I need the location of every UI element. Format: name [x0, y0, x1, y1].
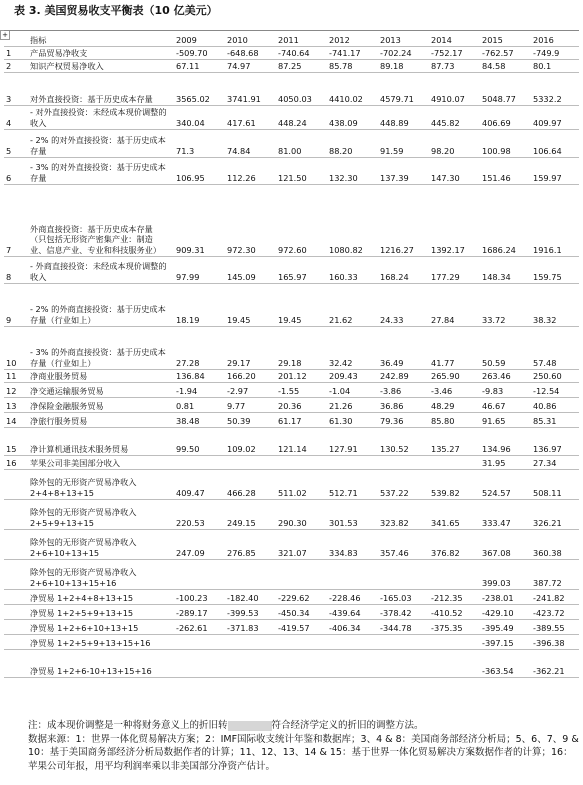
row-value: 4910.07 [427, 73, 478, 106]
row-indicator: 净贸易 1+2+5+9+13+15+16 [28, 635, 172, 650]
row-value: 137.39 [376, 158, 427, 185]
row-value: -1.55 [274, 383, 325, 398]
row-index [4, 605, 28, 620]
note-line [28, 719, 580, 733]
row-value: -1.04 [325, 383, 376, 398]
row-value: 290.30 [274, 500, 325, 530]
table-row [4, 470, 579, 500]
row-value: 29.17 [223, 327, 274, 370]
table-row [4, 73, 579, 106]
row-indicator: 净贸易 1+2+5+9+13+15 [28, 605, 172, 620]
row-value: 340.04 [172, 106, 223, 130]
row-value: 85.78 [325, 60, 376, 73]
row-value: 409.47 [172, 470, 223, 500]
row-value [325, 635, 376, 650]
row-value: -182.40 [223, 590, 274, 605]
row-value: 87.73 [427, 60, 478, 73]
table-row [4, 500, 579, 530]
row-value: 247.09 [172, 530, 223, 560]
row-value: 89.18 [376, 60, 427, 73]
row-value [325, 560, 376, 590]
row-value: 121.14 [274, 428, 325, 456]
row-value: -740.64 [274, 47, 325, 60]
row-value: -1.94 [172, 383, 223, 398]
row-index: 7 [4, 185, 28, 257]
row-value [172, 650, 223, 678]
row-indicator: - 外商直接投资：未经成本现价调整的收入 [28, 257, 172, 284]
row-value: 48.29 [427, 398, 478, 413]
row-value: 3741.91 [223, 73, 274, 106]
row-value: -12.54 [529, 383, 579, 398]
table-row [4, 605, 579, 620]
row-value: 46.67 [478, 398, 529, 413]
data-source: 数据来源：1：世界一体化贸易解决方案；2：IMF国际收支统计年鉴和数据库；3、4 & 8：美国商务部经济分析局；5、6、7、9 & 10：基于美国商务部经济分析局数据作者的计算；11、12、13、14 & 15：基于世界一体化贸易解决方案数据作者的计算；16：苹果公司年报，用平均利润率乘以非美国部分净资产估计。 [28, 733, 579, 772]
row-value: -429.10 [478, 605, 529, 620]
row-value: -289.17 [172, 605, 223, 620]
row-indicator: 外商直接投资：基于历史成本存量（只包括无形资产密集产业：制造业、信息产业、专业和科技服务业） [28, 185, 172, 257]
row-value: -397.15 [478, 635, 529, 650]
row-value [172, 456, 223, 470]
row-value: -395.49 [478, 620, 529, 635]
row-value: -371.83 [223, 620, 274, 635]
row-value: 972.30 [223, 185, 274, 257]
row-value: 165.97 [274, 257, 325, 284]
table-row [4, 650, 579, 678]
row-index: 3 [4, 73, 28, 106]
row-value: 448.89 [376, 106, 427, 130]
row-indicator: - 3% 的外商直接投资：基于历史成本存量（行业如上） [28, 327, 172, 370]
row-indicator: 净贸易 1+2+6+10+13+15 [28, 620, 172, 635]
row-value: 148.34 [478, 257, 529, 284]
row-value: 50.59 [478, 327, 529, 370]
row-value: -762.57 [478, 47, 529, 60]
table-row [4, 185, 579, 257]
header-year: 2014 [427, 31, 478, 47]
row-value: -362.21 [529, 650, 579, 678]
row-index [4, 620, 28, 635]
row-value: -363.54 [478, 650, 529, 678]
table-row [4, 590, 579, 605]
row-value [274, 560, 325, 590]
note-text: 注：成本现价调整是一种将财务意义上的折旧转 [28, 720, 228, 731]
row-value: 134.96 [478, 428, 529, 456]
row-value: 21.26 [325, 398, 376, 413]
row-value: -229.62 [274, 590, 325, 605]
table-row [4, 635, 579, 650]
table-row [4, 456, 579, 470]
row-value: 242.89 [376, 370, 427, 383]
row-value: 250.60 [529, 370, 579, 383]
row-value: -749.9 [529, 47, 579, 60]
row-value: 1216.27 [376, 185, 427, 257]
row-value [427, 635, 478, 650]
row-value: 367.08 [478, 530, 529, 560]
row-value: 341.65 [427, 500, 478, 530]
row-value: 326.21 [529, 500, 579, 530]
row-value: 1392.17 [427, 185, 478, 257]
row-value: 74.84 [223, 130, 274, 158]
table-title: 表 3. 美国贸易收支平衡表（10 亿美元） [14, 4, 218, 17]
row-value: 1916.1 [529, 185, 579, 257]
row-value: 0.81 [172, 398, 223, 413]
row-indicator: 除外包的无形资产贸易净收入 2+6+10+13+15 [28, 530, 172, 560]
row-value: 36.49 [376, 327, 427, 370]
row-value: 159.97 [529, 158, 579, 185]
table-row [4, 60, 579, 73]
row-value: 85.31 [529, 413, 579, 428]
row-value: 36.86 [376, 398, 427, 413]
row-value: 159.75 [529, 257, 579, 284]
table-notes [28, 719, 580, 773]
header-year: 2010 [223, 31, 274, 47]
row-value: 40.86 [529, 398, 579, 413]
row-value: 9.77 [223, 398, 274, 413]
row-value: 151.46 [478, 158, 529, 185]
row-value: 67.11 [172, 60, 223, 73]
row-value: 91.59 [376, 130, 427, 158]
row-value: 5332.2 [529, 73, 579, 106]
row-value: 20.36 [274, 398, 325, 413]
row-value: -100.23 [172, 590, 223, 605]
header-year: 2009 [172, 31, 223, 47]
table-row [4, 560, 579, 590]
row-value [172, 560, 223, 590]
row-value: 61.17 [274, 413, 325, 428]
row-index: 11 [4, 370, 28, 383]
header-year: 2012 [325, 31, 376, 47]
row-value: -212.35 [427, 590, 478, 605]
row-value: 1080.82 [325, 185, 376, 257]
row-value: 19.45 [223, 284, 274, 327]
row-value: 41.77 [427, 327, 478, 370]
row-value: 121.50 [274, 158, 325, 185]
row-indicator: 净旅行服务贸易 [28, 413, 172, 428]
row-value: 145.09 [223, 257, 274, 284]
row-value: 80.1 [529, 60, 579, 73]
row-value [376, 635, 427, 650]
row-index [4, 470, 28, 500]
row-value: 321.07 [274, 530, 325, 560]
table-row [4, 413, 579, 428]
row-index: 13 [4, 398, 28, 413]
row-value: 21.62 [325, 284, 376, 327]
table-row [4, 620, 579, 635]
row-value: -228.46 [325, 590, 376, 605]
row-value [223, 650, 274, 678]
row-value: 177.29 [427, 257, 478, 284]
row-value: 387.72 [529, 560, 579, 590]
table-move-handle-icon[interactable]: + [0, 30, 10, 40]
row-indicator: 除外包的无形资产贸易净收入 2+5+9+13+15 [28, 500, 172, 530]
row-value: 399.03 [478, 560, 529, 590]
row-value: -375.35 [427, 620, 478, 635]
row-value: -2.97 [223, 383, 274, 398]
row-value: 445.82 [427, 106, 478, 130]
row-value: 376.82 [427, 530, 478, 560]
row-value: 972.60 [274, 185, 325, 257]
note-text: 符合经济学定义的折旧的调整方法。 [271, 720, 424, 731]
row-value: 84.58 [478, 60, 529, 73]
row-value: 112.26 [223, 158, 274, 185]
row-index: 12 [4, 383, 28, 398]
row-index: 1 [4, 47, 28, 60]
row-indicator: 净保险金融服务贸易 [28, 398, 172, 413]
table-row [4, 530, 579, 560]
row-value: 27.84 [427, 284, 478, 327]
row-value: 466.28 [223, 470, 274, 500]
row-value: -419.57 [274, 620, 325, 635]
row-value [274, 635, 325, 650]
row-value [376, 650, 427, 678]
row-index: 9 [4, 284, 28, 327]
row-index: 15 [4, 428, 28, 456]
row-value: -262.61 [172, 620, 223, 635]
row-value: 360.38 [529, 530, 579, 560]
row-value: 18.19 [172, 284, 223, 327]
row-value: 136.84 [172, 370, 223, 383]
table-row [4, 383, 579, 398]
row-value: 81.00 [274, 130, 325, 158]
row-value [325, 650, 376, 678]
table-row [4, 284, 579, 327]
row-indicator: 除外包的无形资产贸易净收入 2+6+10+13+15+16 [28, 560, 172, 590]
row-value: 537.22 [376, 470, 427, 500]
row-value: 508.11 [529, 470, 579, 500]
row-indicator: 产品贸易净收支 [28, 47, 172, 60]
row-index [4, 590, 28, 605]
row-value: 97.99 [172, 257, 223, 284]
row-value: 71.3 [172, 130, 223, 158]
row-value: 106.64 [529, 130, 579, 158]
row-value: -9.83 [478, 383, 529, 398]
row-value: 87.25 [274, 60, 325, 73]
row-value [223, 635, 274, 650]
row-value: 27.34 [529, 456, 579, 470]
row-value: 127.91 [325, 428, 376, 456]
row-index [4, 560, 28, 590]
row-value: 524.57 [478, 470, 529, 500]
row-indicator: 对外直接投资：基于历史成本存量 [28, 73, 172, 106]
row-value: -410.52 [427, 605, 478, 620]
row-value: 909.31 [172, 185, 223, 257]
row-value: -165.03 [376, 590, 427, 605]
row-value: 85.80 [427, 413, 478, 428]
row-index: 4 [4, 106, 28, 130]
trade-balance-table [4, 30, 579, 678]
header-index [4, 31, 28, 47]
row-value: 301.53 [325, 500, 376, 530]
row-value: 4579.71 [376, 73, 427, 106]
row-value: 31.95 [478, 456, 529, 470]
row-value: 334.83 [325, 530, 376, 560]
row-value: 106.95 [172, 158, 223, 185]
row-value: 438.09 [325, 106, 376, 130]
row-value: 132.30 [325, 158, 376, 185]
row-value: -648.68 [223, 47, 274, 60]
row-index [4, 635, 28, 650]
row-value: -702.24 [376, 47, 427, 60]
row-value [427, 560, 478, 590]
row-value [376, 456, 427, 470]
row-value [223, 560, 274, 590]
row-value: 333.47 [478, 500, 529, 530]
row-index: 10 [4, 327, 28, 370]
header-year: 2016 [529, 31, 579, 47]
row-indicator: 净贸易 1+2+4+8+13+15 [28, 590, 172, 605]
row-value: 3565.02 [172, 73, 223, 106]
row-indicator: 净贸易 1+2+6-10+13+15+16 [28, 650, 172, 678]
table-row [4, 257, 579, 284]
row-value: 168.24 [376, 257, 427, 284]
row-value: -396.38 [529, 635, 579, 650]
row-value: 136.97 [529, 428, 579, 456]
row-value: -389.55 [529, 620, 579, 635]
table-header-row [4, 31, 579, 47]
row-value: -241.82 [529, 590, 579, 605]
row-value [172, 635, 223, 650]
row-value: 406.69 [478, 106, 529, 130]
row-value: 24.33 [376, 284, 427, 327]
row-value: -509.70 [172, 47, 223, 60]
row-value: 201.12 [274, 370, 325, 383]
row-indicator: - 2% 的对外直接投资：基于历史成本存量 [28, 130, 172, 158]
table-row [4, 370, 579, 383]
row-value: 265.90 [427, 370, 478, 383]
row-value [325, 456, 376, 470]
row-value: -752.17 [427, 47, 478, 60]
row-value: 57.48 [529, 327, 579, 370]
row-value: 417.61 [223, 106, 274, 130]
row-value: 19.45 [274, 284, 325, 327]
row-index: 8 [4, 257, 28, 284]
row-value: 98.20 [427, 130, 478, 158]
row-value: -423.72 [529, 605, 579, 620]
row-value [274, 650, 325, 678]
row-value: 109.02 [223, 428, 274, 456]
row-indicator: - 3% 的对外直接投资：基于历史成本存量 [28, 158, 172, 185]
row-value [376, 560, 427, 590]
row-value: 409.97 [529, 106, 579, 130]
row-indicator: 净商业服务贸易 [28, 370, 172, 383]
row-indicator: 净交通运输服务贸易 [28, 383, 172, 398]
row-value: 38.32 [529, 284, 579, 327]
row-value: 357.46 [376, 530, 427, 560]
row-value: 4410.02 [325, 73, 376, 106]
row-index: 2 [4, 60, 28, 73]
row-value: 209.43 [325, 370, 376, 383]
row-value: 135.27 [427, 428, 478, 456]
row-value: 33.72 [478, 284, 529, 327]
table-row [4, 106, 579, 130]
row-value: -741.17 [325, 47, 376, 60]
row-value: -439.64 [325, 605, 376, 620]
table-row [4, 158, 579, 185]
row-index: 5 [4, 130, 28, 158]
header-year: 2015 [478, 31, 529, 47]
row-value: 91.65 [478, 413, 529, 428]
row-value: 27.28 [172, 327, 223, 370]
row-value: 276.85 [223, 530, 274, 560]
row-indicator: 知识产权贸易净收入 [28, 60, 172, 73]
row-value: 74.97 [223, 60, 274, 73]
table-row [4, 398, 579, 413]
row-value [427, 456, 478, 470]
row-value: -3.86 [376, 383, 427, 398]
header-indicator: 指标 [28, 31, 172, 47]
row-value: 99.50 [172, 428, 223, 456]
row-value: -238.01 [478, 590, 529, 605]
row-value: -344.78 [376, 620, 427, 635]
row-value: 5048.77 [478, 73, 529, 106]
row-value: 323.82 [376, 500, 427, 530]
row-value: -399.53 [223, 605, 274, 620]
row-index: 16 [4, 456, 28, 470]
row-value: 160.33 [325, 257, 376, 284]
row-value: 29.18 [274, 327, 325, 370]
row-indicator: - 2% 的外商直接投资：基于历史成本存量（行业如上） [28, 284, 172, 327]
row-value [427, 650, 478, 678]
row-value: 50.39 [223, 413, 274, 428]
redacted-text [228, 721, 272, 731]
row-value: -378.42 [376, 605, 427, 620]
row-value: 220.53 [172, 500, 223, 530]
header-year: 2011 [274, 31, 325, 47]
row-value: 512.71 [325, 470, 376, 500]
row-index [4, 650, 28, 678]
row-indicator: 苹果公司非美国部分收入 [28, 456, 172, 470]
row-value: 511.02 [274, 470, 325, 500]
header-year: 2013 [376, 31, 427, 47]
row-value: 1686.24 [478, 185, 529, 257]
row-value: -3.46 [427, 383, 478, 398]
table-row [4, 327, 579, 370]
row-index [4, 500, 28, 530]
row-value [223, 456, 274, 470]
row-value: 100.98 [478, 130, 529, 158]
row-value: 38.48 [172, 413, 223, 428]
table-row [4, 428, 579, 456]
row-value: 32.42 [325, 327, 376, 370]
row-indicator: - 对外直接投资：未经成本现价调整的收入 [28, 106, 172, 130]
row-value [274, 456, 325, 470]
row-value: 88.20 [325, 130, 376, 158]
row-indicator: 净计算机通讯技术服务贸易 [28, 428, 172, 456]
row-value: 539.82 [427, 470, 478, 500]
table-row [4, 47, 579, 60]
table-row [4, 130, 579, 158]
row-value: 249.15 [223, 500, 274, 530]
row-index: 14 [4, 413, 28, 428]
row-value: -450.34 [274, 605, 325, 620]
row-index: 6 [4, 158, 28, 185]
row-value: 147.30 [427, 158, 478, 185]
row-value: 166.20 [223, 370, 274, 383]
row-value: 130.52 [376, 428, 427, 456]
row-value: 263.46 [478, 370, 529, 383]
row-index [4, 530, 28, 560]
row-value: 448.24 [274, 106, 325, 130]
row-indicator: 除外包的无形资产贸易净收入 2+4+8+13+15 [28, 470, 172, 500]
row-value: 4050.03 [274, 73, 325, 106]
row-value: 61.30 [325, 413, 376, 428]
row-value: 79.36 [376, 413, 427, 428]
row-value: -406.34 [325, 620, 376, 635]
